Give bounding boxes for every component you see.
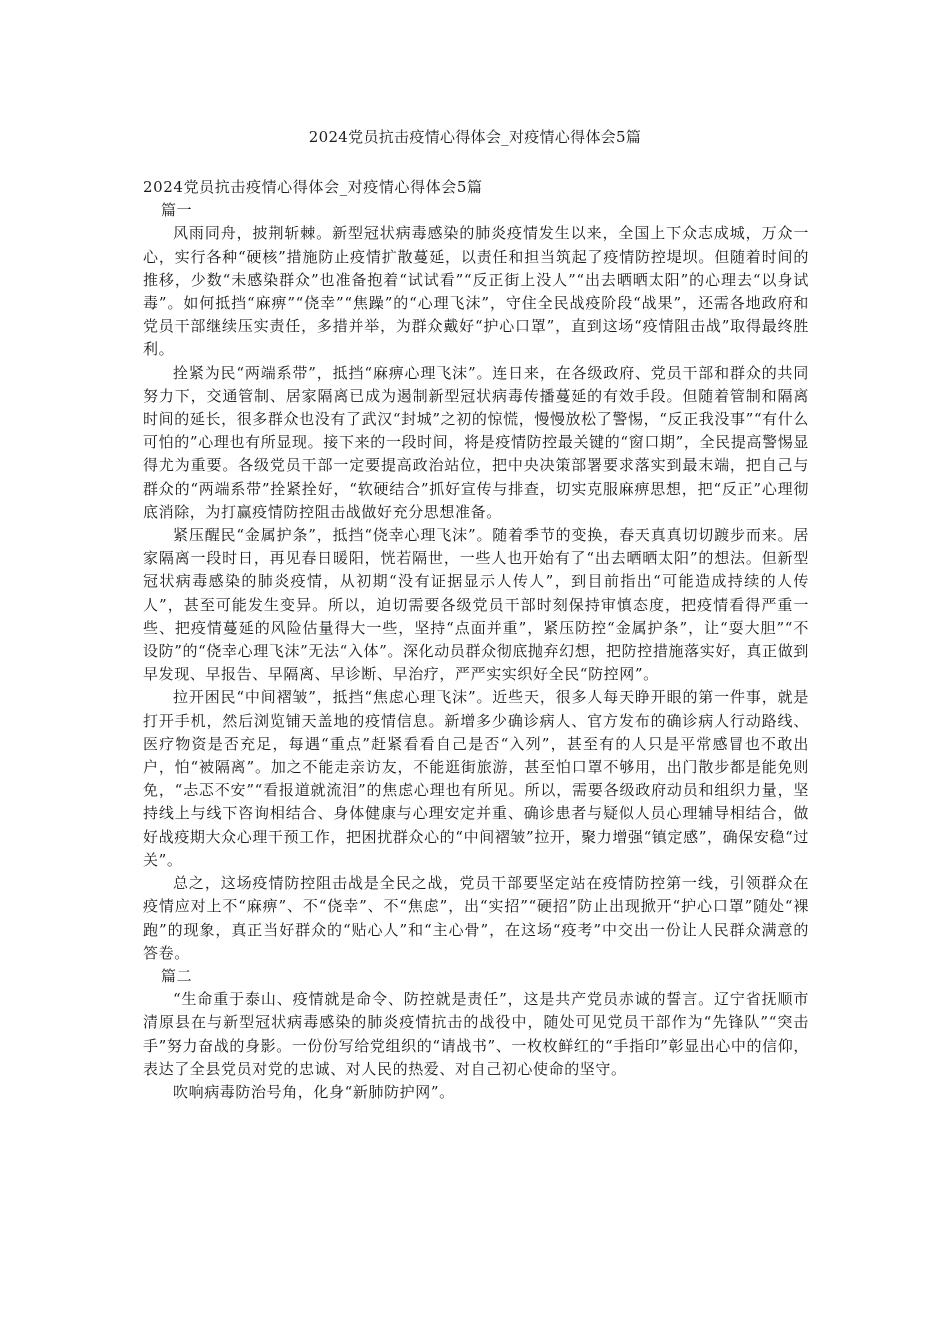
paragraph: 风雨同舟，披荆斩棘。新型冠状病毒感染的肺炎疫情发生以来，全国上下众志成城，万众一心，实行各种“硬核”措施防止疫情扩散蔓延，以责任和担当筑起了疫情防控堤坝。但随着时间的推移，少数“未感染群众”也准备抱着“试试看”“反正街上没人”“出去晒晒太阳”的心理去“以身试毒”。如何抵挡“麻痹”“侥幸”“焦躁”的“心理飞沫”，守住全民战疫阶段“战果”，还需各地政府和党员干部继续压实责任，多措并举，为群众戴好“护心口罩”，直到这场“疫情阻击战”取得最终胜利。	[143, 224, 809, 359]
paragraph: 总之，这场疫情防控阻击战是全民之战，党员干部要坚定站在疫情防控第一线，引领群众在疫情应对上不“麻痹”、不“侥幸”、不“焦虑”，出“实招”“硬招”防止出现掀开“护心口罩”随处“裸跑”的现象，真正当好群众的“贴心人”和“主心骨”，在这场“疫考”中交出一份让人民群众满意的答卷。	[143, 874, 809, 962]
document-body	[143, 176, 809, 1104]
document-title: 2024党员抗击疫情心得体会_对疫情心得体会5篇	[308, 128, 642, 146]
paragraph: 拴紧为民“两端系带”，抵挡“麻痹心理飞沫”。连日来，在各级政府、党员干部和群众的共同努力下，交通管制、居家隔离已成为遏制新型冠状病毒传播蔓延的有效手段。但随着管制和隔离时间的延长，很多群众也没有了武汉“封城”之初的惊慌，慢慢放松了警惕，“反正我没事”“有什么可怕的”心理也有所显现。接下来的一段时间，将是疫情防控最关键的“窗口期”，全民提高警惕显得尤为重要。各级党员干部一定要提高政治站位，把中央决策部署要求落实到最末端，把自己与群众的“两端系带”拴紧拴好，“软硬结合”抓好宣传与排查，切实克服麻痹思想，把“反正”心理彻底消除，为打赢疫情防控阻击战做好充分思想准备。	[143, 363, 809, 521]
section-label-1: 篇一	[161, 201, 193, 220]
paragraph: 紧压醒民“金属护条”，抵挡“侥幸心理飞沫”。随着季节的变换，春天真真切切踱步而来。居家隔离一段时日，再见春日暖阳，恍若隔世，一些人也开始有了“出去晒晒太阳”的想法。但新型冠状病毒感染的肺炎疫情，从初期“没有证据显示人传人”，到目前指出“可能造成持续的人传人”，甚至可能发生变异。所以，迫切需要各级党员干部时刻保持审慎态度，把疫情看得严重一些、把疫情蔓延的风险估量得大一些，坚持“点面并重”，紧压防控“金属护条”，让“耍大胆”“不设防”的“侥幸心理飞沫”无法“入体”。深化动员群众彻底抛弃幻想，把防控措施落实好，真正做到早发现、早报告、早隔离、早诊断、早治疗，严严实实织好全民“防控网”。	[143, 526, 809, 684]
paragraph: 拉开困民“中间褶皱”，抵挡“焦虑心理飞沫”。近些天，很多人每天睁开眼的第一件事，就是打开手机，然后浏览铺天盖地的疫情信息。新增多少确诊病人、官方发布的确诊病人行动路线、医疗物资是否充足，每遇“重点”赶紧看看自己是否“入列”，甚至有的人只是平常感冒也不敢出户，怕“被隔离”。加之不能走亲访友，不能逛街旅游，甚至怕口罩不够用，出门散步都是能免则免，“忐忑不安”“看报道就流泪”的焦虑心理也有所见。所以，需要各级政府动员和组织力量，坚持线上与线下咨询相结合、身体健康与心理安定并重、确诊患者与疑似人员心理辅导相结合，做好战疫期大众心理干预工作，把困扰群众心的“中间褶皱”拉开，聚力增强“镇定感”，确保安稳“过关”。	[143, 688, 809, 869]
paragraph: “生命重于泰山、疫情就是命令、防控就是责任”，这是共产党员赤诚的誓言。辽宁省抚顺市清原县在与新型冠状病毒感染的肺炎疫情抗击的战役中，随处可见党员干部作为“先锋队”“突击手”努力奋战的身影。一份份写给党组织的“请战书”、一枚枚鲜红的“手指印”彰显出心中的信仰，表达了全县党员对党的忠诚、对人民的热爱、对自己初心使命的坚守。	[143, 990, 809, 1078]
section-label-2: 篇二	[161, 966, 193, 985]
document-heading: 2024党员抗击疫情心得体会_对疫情心得体会5篇	[143, 178, 483, 196]
paragraph: 吹响病毒防治号角，化身“新肺防护网”。	[173, 1082, 455, 1101]
